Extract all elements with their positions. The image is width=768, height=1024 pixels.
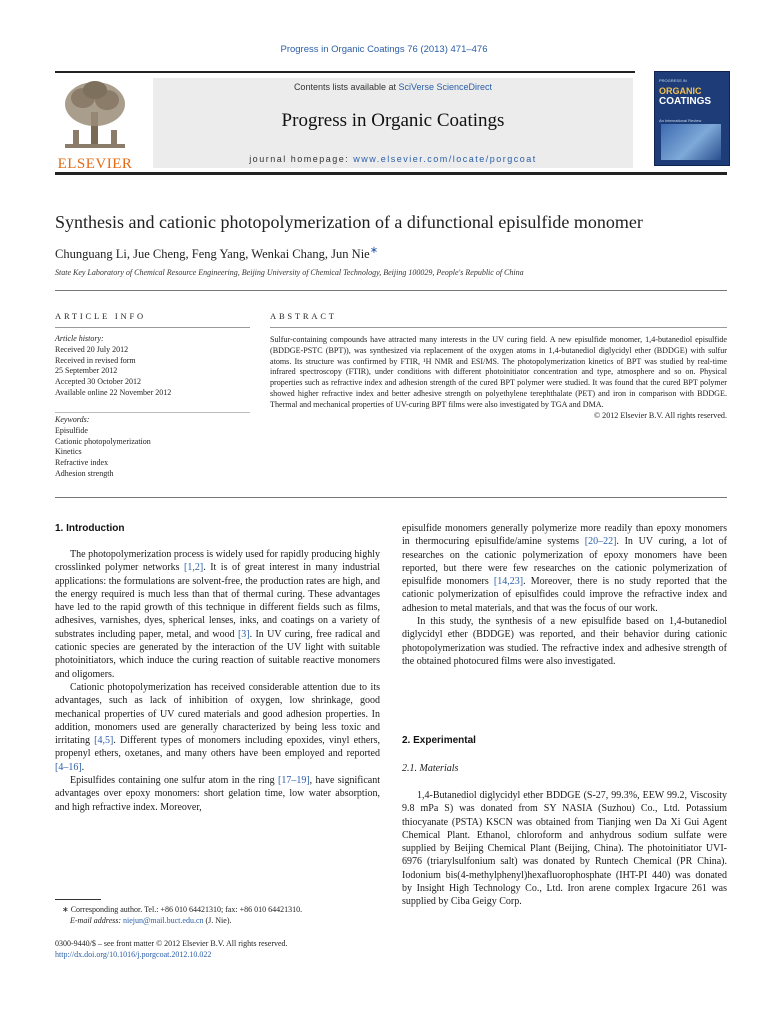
affiliation: State Key Laboratory of Chemical Resource Engineering, Beijing University of Chemical Technology, Beijing 100029, People's Republic of China	[55, 268, 524, 277]
corresponding-author-note: ∗ Corresponding author. Tel.: +86 010 64421310; fax: +86 010 64421310.	[62, 905, 303, 914]
citation-link[interactable]: [14,23]	[493, 576, 524, 588]
keyword-item: Adhesion strength	[55, 468, 114, 478]
email-line: E-mail address: niejun@mail.buct.edu.cn (J. Nie).	[70, 916, 232, 925]
journal-reference[interactable]: Progress in Organic Coatings 76 (2013) 471–476	[280, 44, 488, 55]
header-bottom-rule	[55, 172, 727, 175]
cover-top-text: PROGRESS IN	[659, 78, 687, 83]
author-list: Chunguang Li, Jue Cheng, Feng Yang, Wenkai Chang, Jun Nie∗	[55, 245, 379, 262]
history-item: Available online 22 November 2012	[55, 387, 172, 397]
right-column	[402, 522, 727, 668]
divider	[55, 327, 250, 328]
cover-title-line1: ORGANIC	[659, 86, 702, 96]
issn-line: 0300-9440/$ – see front matter © 2012 Elsevier B.V. All rights reserved.	[55, 939, 288, 948]
subsection-heading-materials: 2.1. Materials	[402, 763, 459, 774]
elsevier-tree-icon	[55, 78, 135, 154]
citation-link[interactable]: [4–16]	[55, 761, 82, 773]
divider	[55, 497, 727, 498]
cover-title-line2: COATINGS	[659, 96, 712, 107]
divider	[55, 412, 250, 413]
left-column	[55, 548, 380, 814]
article-history	[55, 334, 255, 399]
paragraph: 1,4-Butanediol diglycidyl ether BDDGE (S-27, 99.3%, EEW 99.2, Viscosity 9.8 mPa S) was donated from SY NASIA (Suzhou) Co., Ltd. Potassium thiocyanate (PSTA) KSCN was obtained from Tianjing wen Da Xi Gui Agent Chemical Plant. Ethanol, chloroform and anhydrous sodium sulfate were supplied by Beijing Chemical Plant (Beijing, China). The photoinitiator UVI-6976 (triarylsulfonium salt) was donated by Runtech Chemical (PR China). Iodonium bis(4-methylphenyl)hexafluorophosphate (IHT-PI 440) was donated by Insight High Technology Co., Ltd. Iron arene complex Irgacure 261 was supplied by Ciba Geigy Corp.	[402, 790, 727, 908]
paragraph: In this study, the synthesis of a new episulfide based on 1,4-butanediol diglycidyl ether (BDDGE) was reported, and their behavior during cationic photopolymerization was studied. The refractive index and adhesive strength of the obtained photocured films were also investigated.	[402, 616, 727, 667]
history-item: 25 September 2012	[55, 366, 118, 376]
article-info-heading: ARTICLE INFO	[55, 311, 146, 321]
divider	[55, 290, 727, 291]
journal-banner	[153, 78, 633, 168]
journal-header	[55, 71, 635, 171]
sciencedirect-link[interactable]: SciVerse ScienceDirect	[398, 82, 493, 92]
citation-link[interactable]: [17–19]	[278, 775, 310, 787]
elsevier-logo	[55, 78, 135, 172]
cover-artwork	[661, 124, 721, 160]
keywords-label: Keywords:	[55, 415, 90, 424]
keyword-item: Episulfide	[55, 425, 88, 435]
paragraph: episulfide monomers generally polymerize more readily than epoxy monomers in thermocuring episulfide/amine systems [20–22]. In UV curing, a lot of researches on the cationic polymerization of epoxy monomers have been reported, but there were few researches on the cationic polymerization of episulfide monomers [14,23]. Moreover, there is no study reported that the cationic polymerization of episulfides could improve the refractive index and adhesion to metal materials, and that was the focus of our work.	[402, 523, 728, 614]
keyword-item: Cationic photopolymerization	[55, 436, 151, 446]
paper-title: Synthesis and cationic photopolymerization of a difunctional episulfide monomer	[55, 212, 643, 232]
header-top-rule	[55, 71, 635, 73]
paragraph: Cationic photopolymerization has received considerable attention due to its advantages, such as lack of inhibition of oxygen, low shrinkage, good mechanical properties of UV cured materials and good adhesion properties. In addition, monomers used are generally characterized by being less toxic and irritating [4,5]. Different types of monomers including epoxides, vinyl ethers, propenyl ethers, oxetanes, and many others have been employed and reported [4–16].	[55, 681, 380, 773]
section-heading-experimental: 2. Experimental	[402, 735, 476, 746]
abstract-heading: ABSTRACT	[270, 311, 337, 321]
elsevier-wordmark: ELSEVIER	[57, 156, 133, 172]
journal-cover-image	[654, 71, 730, 166]
keyword-item: Kinetics	[55, 447, 82, 457]
homepage-link[interactable]: www.elsevier.com/locate/porgcoat	[353, 154, 537, 164]
corresponding-author-mark[interactable]: ∗	[369, 245, 379, 256]
abstract-text: Sulfur-containing compounds have attracted many interests in the UV curing field. A new episulfide monomer, 1,4-butanediol episulfide (BDDGE-PSTC (BPT)), was synthesized via replacement of the oxygen atoms in 1,4-butanediol diglycidyl ether (BDDGE) with sulfur atoms. Its structure was confirmed by FTIR, ¹H NMR and ESI/MS. The photopolymerization kinetics of BPT was studied by real-time infrared spectroscopy (FTIR), under conditions with different photoinitiator concentration and type, atmosphere and so on. Physical properties such as refractive index and adhesion strength of the cured BPT polymer were studied. It was found that the cured BPT polymer showed higher refractive index and better adhesive strength on polyethylene terephthalate (PET) and iron in comparison with BDDGE. Thermal and mechanical properties of UV-curing BPT films were also investigated by TGA and DMA.	[270, 335, 727, 409]
cover-subtitle: An International Review	[659, 118, 702, 123]
citation-link[interactable]: [4,5]	[94, 735, 114, 747]
section-heading-introduction: 1. Introduction	[55, 523, 125, 534]
history-item: Accepted 30 October 2012	[55, 377, 141, 387]
citation-link[interactable]: [3]	[237, 628, 250, 640]
footnote-rule	[55, 899, 101, 900]
email-link[interactable]: niejun@mail.buct.edu.cn	[123, 916, 204, 925]
contents-line: Contents lists available at SciVerse ScienceDirect	[293, 82, 493, 92]
materials-body	[402, 789, 727, 909]
copyright-line: © 2012 Elsevier B.V. All rights reserved.	[593, 410, 727, 420]
keyword-item: Refractive index	[55, 458, 109, 468]
journal-title: Progress in Organic Coatings	[281, 110, 505, 131]
citation-link[interactable]: [20–22]	[584, 536, 617, 548]
history-label: Article history:	[55, 334, 104, 343]
divider	[270, 327, 727, 328]
abstract-body	[270, 335, 727, 421]
paragraph: The photopolymerization process is widely used for rapidly producing highly crosslinked polymer networks [1,2]. It is of great interest in many industrial applications: the formulations are solvent-free, the production rates are high, and the energy required is much less than that of thermal curing. These advantages have led to the rapid growth of this technique in different fields such as films, adhesives, varnishes, dyes, spherical lenses, inks, and coatings on a variety of substrates including paper, metal, and wood [3]. In UV curing, free radical and cationic species are generated by the interaction of the UV light with suitable photoinitiators, which induce the curing reaction of suitable reactive monomers and oligomers.	[55, 549, 380, 680]
footnote	[62, 904, 382, 926]
citation-link[interactable]: [1,2]	[184, 562, 204, 574]
paragraph: Episulfides containing one sulfur atom in the ring [17–19], have significant advantages over epoxy monomers: short gelation time, low water absorption, and high refractive index. Moreover,	[55, 775, 380, 813]
keywords	[55, 415, 255, 480]
doi-link[interactable]: http://dx.doi.org/10.1016/j.porgcoat.2012.10.022	[55, 950, 212, 959]
history-item: Received 20 July 2012	[55, 344, 129, 354]
history-item: Received in revised form	[55, 355, 136, 365]
journal-homepage: journal homepage: www.elsevier.com/locate/porgcoat	[249, 154, 537, 164]
publication-info	[55, 938, 288, 960]
